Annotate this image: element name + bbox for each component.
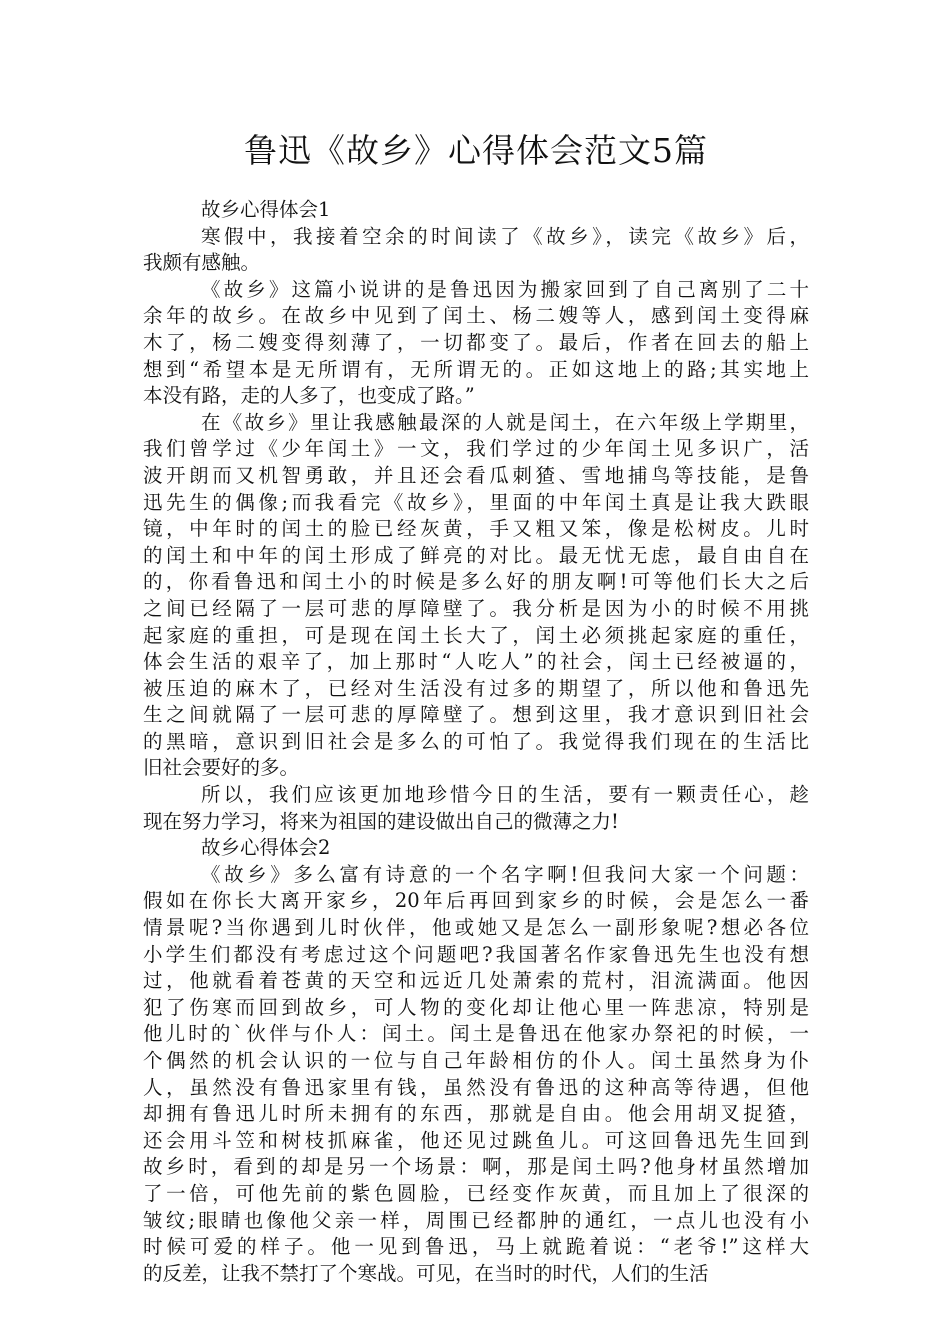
document-page xyxy=(143,0,809,1344)
text-line: 他儿时的`伙伴与仆人：闰土。闰土是鲁迅在他家办祭祀的时候，一 xyxy=(143,1022,809,1046)
text-line: 镜，中年时的闰土的脸已经灰黄，手又粗又笨，像是松树皮。儿时 xyxy=(143,517,809,541)
text-line: 假如在你长大离开家乡，20年后再回到家乡的时候，会是怎么一番 xyxy=(143,889,809,913)
text-line: 的，你看鲁迅和闰土小的时候是多么好的朋友啊!可等他们长大之后 xyxy=(143,570,809,594)
paragraph xyxy=(143,277,809,410)
text-line: 过，他就看着苍黄的天空和远近几处萧索的荒村，泪流满面。他因 xyxy=(143,969,809,993)
text-line: 木了，杨二嫂变得刻薄了，一切都变了。最后，作者在回去的船上 xyxy=(143,330,809,354)
text-line: 的黑暗，意识到旧社会是多么的可怕了。我觉得我们现在的生活比 xyxy=(143,729,809,753)
text-line: 余年的故乡。在故乡中见到了闰土、杨二嫂等人，感到闰土变得麻 xyxy=(143,304,809,328)
text-line: 人，虽然没有鲁迅家里有钱，虽然没有鲁迅的这种高等待遇，但他 xyxy=(143,1075,809,1099)
text-line: 生之间就隔了一层可悲的厚障壁了。想到这里，我才意识到旧社会 xyxy=(143,703,809,727)
document-title: 鲁迅《故乡》心得体会范文5篇 xyxy=(244,131,708,170)
text-line: 起家庭的重担，可是现在闰土长大了，闰土必须挑起家庭的重任， xyxy=(143,623,809,647)
text-line: 的闰土和中年的闰土形成了鲜亮的对比。最无忧无虑，最自由自在 xyxy=(143,543,809,567)
section-heading: 故乡心得体会2 xyxy=(201,836,331,860)
text-line: 时候可爱的样子。他一见到鲁迅，马上就跪着说：“老爷!”这样大 xyxy=(143,1235,809,1259)
text-line: 之间已经隔了一层可悲的厚障壁了。我分析是因为小的时候不用挑 xyxy=(143,596,809,620)
text-line: 《故乡》这篇小说讲的是鲁迅因为搬家回到了自己离别了二十 xyxy=(201,277,809,301)
text-line: 了一倍，可他先前的紫色圆脸，已经变作灰黄，而且加上了很深的 xyxy=(143,1181,809,1205)
text-line: 迅先生的偶像;而我看完《故乡》，里面的中年闰土真是让我大跌眼 xyxy=(143,490,809,514)
text-line: 我颇有感触。 xyxy=(143,251,261,275)
document-body xyxy=(143,197,809,1287)
paragraph xyxy=(143,224,809,277)
paragraph xyxy=(143,862,809,1288)
text-line: 《故乡》多么富有诗意的一个名字啊!但我问大家一个问题： xyxy=(201,862,809,886)
section-heading: 故乡心得体会1 xyxy=(201,198,331,221)
text-line: 我们曾学过《少年闰土》一文，我们学过的少年闰土见多识广，活 xyxy=(143,437,809,461)
text-line: 情景呢?当你遇到儿时伙伴，他或她又是怎么一副形象呢?想必各位 xyxy=(143,916,809,940)
text-line: 的反差，让我不禁打了个寒战。可见，在当时的时代，人们的生活 xyxy=(143,1261,709,1285)
text-line: 犯了伤寒而回到故乡，可人物的变化却让他心里一阵悲凉，特别是 xyxy=(143,995,809,1019)
text-line: 故乡时，看到的却是另一个场景：啊，那是闰土吗?他身材虽然增加 xyxy=(143,1155,809,1179)
text-line: 寒假中，我接着空余的时间读了《故乡》，读完《故乡》后， xyxy=(201,224,809,248)
text-line: 想到“希望本是无所谓有，无所谓无的。正如这地上的路;其实地上 xyxy=(143,357,809,381)
text-line: 皱纹;眼睛也像他父亲一样，周围已经都肿的通红，一点儿也没有小 xyxy=(143,1208,809,1232)
text-line: 个偶然的机会认识的一位与自己年龄相仿的仆人。闰土虽然身为仆 xyxy=(143,1049,809,1072)
text-line: 被压迫的麻木了，已经对生活没有过多的期望了，所以他和鲁迅先 xyxy=(143,676,809,700)
text-line: 却拥有鲁迅儿时所未拥有的东西，那就是自由。他会用胡叉捉猹， xyxy=(143,1102,809,1126)
text-line: 波开朗而又机智勇敢，并且还会看瓜刺猹、雪地捕鸟等技能，是鲁 xyxy=(143,463,809,487)
paragraph xyxy=(143,410,809,782)
text-line: 旧社会要好的多。 xyxy=(143,756,300,780)
text-line: 还会用斗笠和树枝抓麻雀，他还见过跳鱼儿。可这回鲁迅先生回到 xyxy=(143,1128,809,1152)
text-line: 小学生们都没有考虑过这个问题吧?我国著名作家鲁迅先生也没有想 xyxy=(143,942,809,966)
text-line: 现在努力学习，将来为祖国的建设做出自己的微薄之力! xyxy=(143,809,619,833)
text-line: 体会生活的艰辛了，加上那时“人吃人”的社会，闰土已经被逼的， xyxy=(143,650,809,674)
text-line: 所以，我们应该更加地珍惜今日的生活，要有一颗责任心，趁 xyxy=(201,783,809,807)
text-line: 本没有路，走的人多了，也变成了路。” xyxy=(143,384,475,408)
text-line: 在《故乡》里让我感触最深的人就是闰土，在六年级上学期里， xyxy=(201,410,809,434)
paragraph xyxy=(143,782,809,835)
